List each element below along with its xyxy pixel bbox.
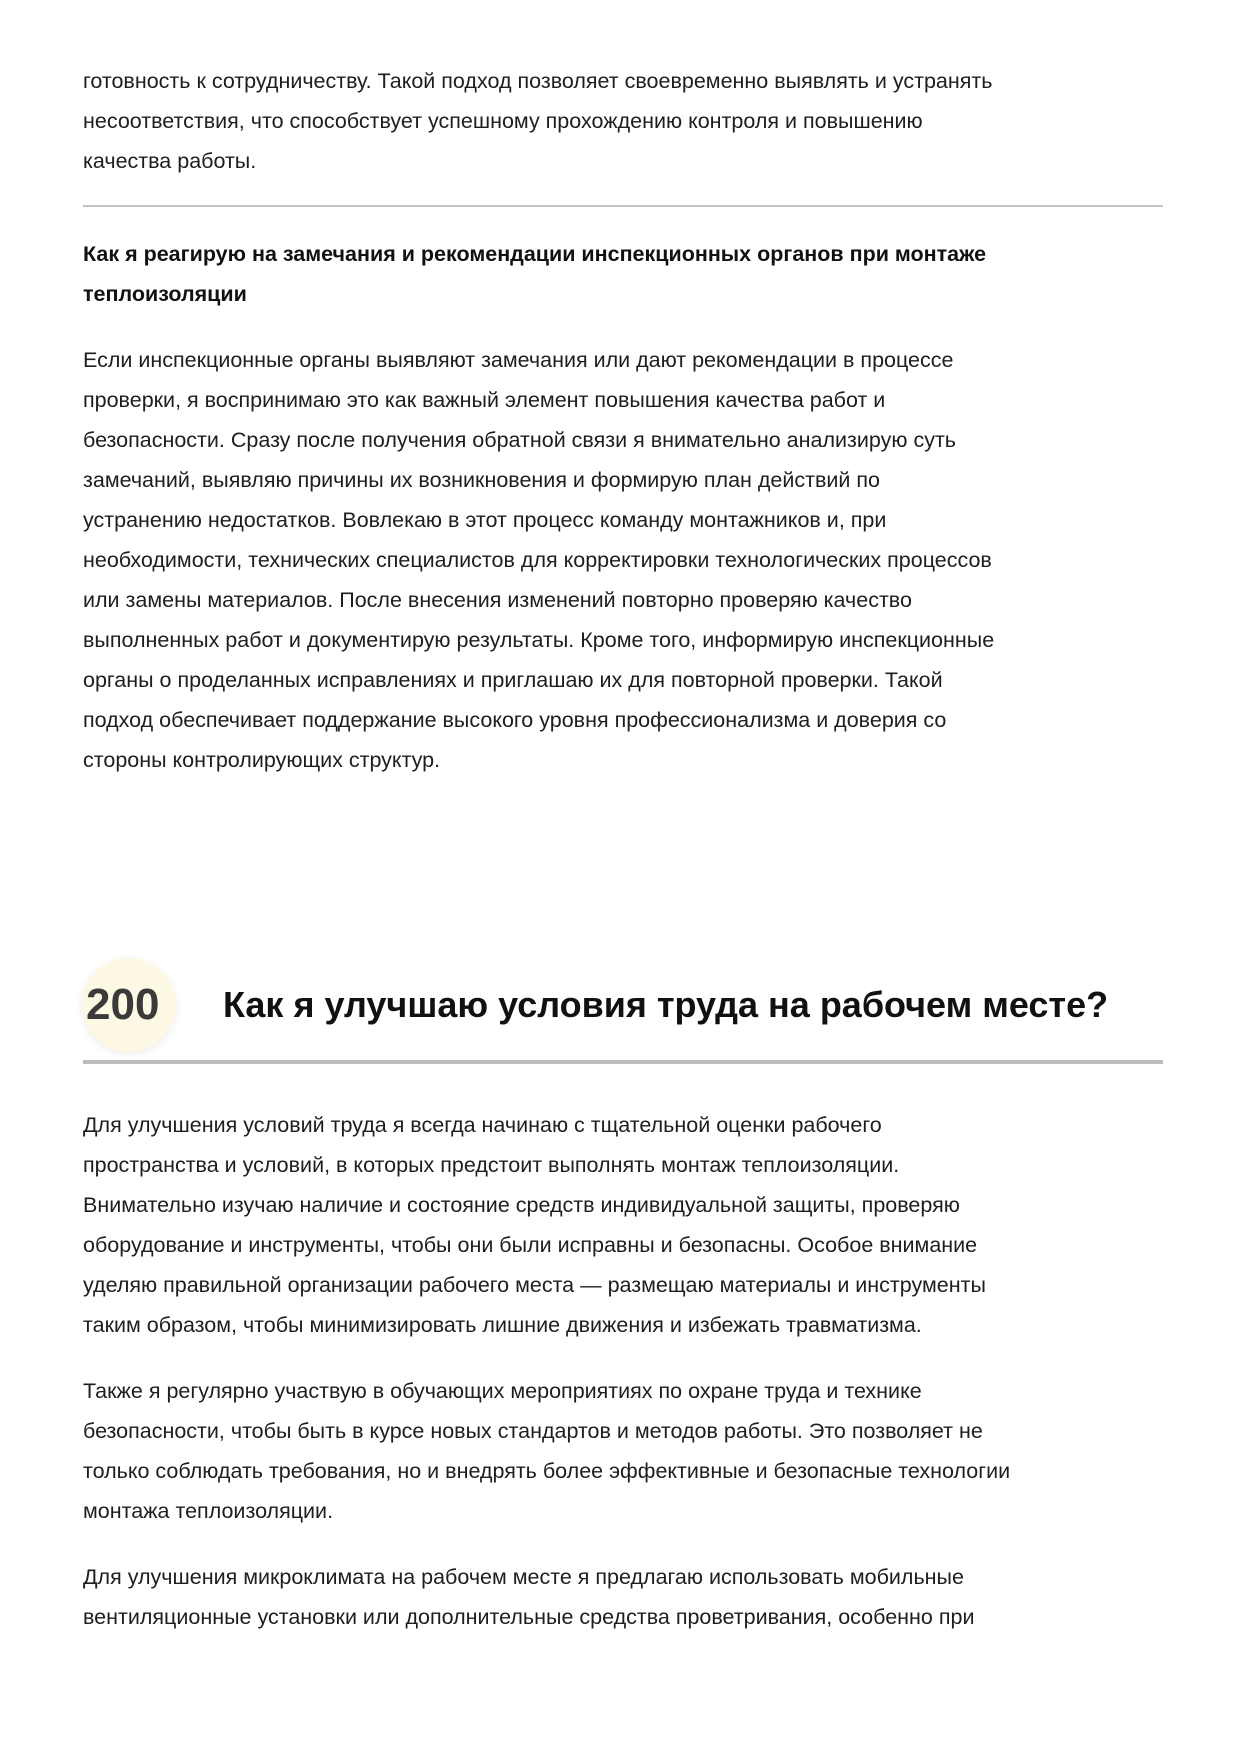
answer-paragraph-1 [83,1105,1163,1345]
question-number: 200 [86,980,160,1029]
text-line: Как я реагирую на замечания и рекомендации инспекционных органов при монтаже [83,242,987,266]
text-line: устранению недостатков. Вовлекаю в этот процесс команду монтажников и, при [83,508,887,532]
question-divider [83,1060,1163,1064]
text-line: Для улучшения микроклимата на рабочем месте я предлагаю использовать мобильные [83,1565,964,1589]
text-line: проверки, я воспринимаю это как важный элемент повышения качества работ и [83,388,886,412]
subsection-title [83,234,1163,314]
text-line: уделяю правильной организации рабочего места — размещаю материалы и инструменты [83,1273,986,1297]
intro-paragraph [83,61,1163,181]
text-line: монтажа теплоизоляции. [83,1499,334,1523]
text-line: оборудование и инструменты, чтобы они были исправны и безопасны. Особое внимание [83,1233,978,1257]
text-line: органы о проделанных исправлениях и приглашаю их для повторной проверки. Такой [83,668,943,692]
text-line: несоответствия, что способствует успешному прохождению контроля и повышению [83,109,923,133]
text-line: таким образом, чтобы минимизировать лишние движения и избежать травматизма. [83,1313,922,1337]
text-line: Также я регулярно участвую в обучающих мероприятиях по охране труда и технике [83,1379,922,1403]
text-line: или замены материалов. После внесения изменений повторно проверяю качество [83,588,912,612]
text-line: Если инспекционные органы выявляют замечания или дают рекомендации в процессе [83,348,954,372]
text-line: Для улучшения условий труда я всегда начинаю с тщательной оценки рабочего [83,1113,882,1137]
text-line: теплоизоляции [83,282,247,306]
text-line: готовность к сотрудничеству. Такой подход позволяет своевременно выявлять и устранять [83,69,993,93]
text-line: подход обеспечивает поддержание высокого уровня профессионализма и доверия со [83,708,947,732]
text-line: Внимательно изучаю наличие и состояние средств индивидуальной защиты, проверяю [83,1193,960,1217]
text-line: необходимости, технических специалистов для корректировки технологических процессов [83,548,992,572]
text-line: пространства и условий, в которых предстоит выполнять монтаж теплоизоляции. [83,1153,900,1177]
text-line: стороны контролирующих структур. [83,748,441,772]
text-line: замечаний, выявляю причины их возникновения и формирую план действий по [83,468,880,492]
text-line: выполненных работ и документирую результаты. Кроме того, информирую инспекционные [83,628,995,652]
answer-paragraph-2 [83,1371,1163,1531]
text-line: вентиляционные установки или дополнительные средства проветривания, особенно при [83,1605,975,1629]
question-title: Как я улучшаю условия труда на рабочем месте? [223,984,1109,1025]
text-line: качества работы. [83,149,257,173]
text-line: только соблюдать требования, но и внедрять более эффективные и безопасные технологии [83,1459,1011,1483]
text-line: безопасности, чтобы быть в курсе новых стандартов и методов работы. Это позволяет не [83,1419,983,1443]
text-line: безопасности. Сразу после получения обратной связи я внимательно анализирую суть [83,428,957,452]
divider [83,205,1163,207]
subsection-paragraph [83,340,1163,780]
answer-paragraph-3 [83,1557,1163,1637]
